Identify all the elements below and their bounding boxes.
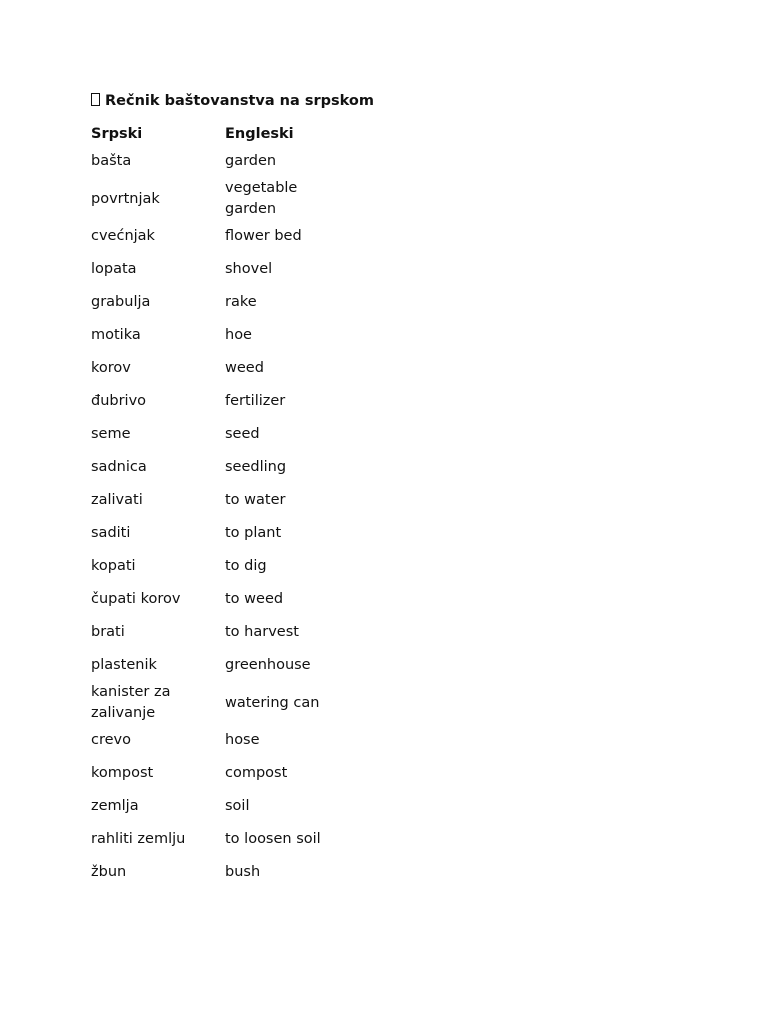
english-term: hoe — [225, 327, 252, 343]
english-term: greenhouse — [225, 657, 311, 673]
table-header-row — [91, 123, 335, 145]
table-row — [91, 583, 335, 616]
missing-glyph-icon — [91, 93, 100, 106]
table-row — [91, 517, 335, 550]
table-row — [91, 823, 335, 856]
table-row — [91, 550, 335, 583]
serbian-term: plastenik — [91, 657, 157, 673]
serbian-term: zalivati — [91, 492, 143, 508]
table-row — [91, 724, 335, 757]
english-term: to water — [225, 492, 286, 508]
serbian-term: kopati — [91, 558, 136, 574]
serbian-term: kanister za zalivanje — [91, 684, 171, 721]
serbian-term: lopata — [91, 261, 137, 277]
table-row — [91, 253, 335, 286]
header-serbian: Srpski — [91, 125, 143, 142]
serbian-term: đubrivo — [91, 393, 147, 409]
english-term: compost — [225, 765, 288, 781]
table-row — [91, 178, 335, 220]
english-term: rake — [225, 294, 257, 310]
english-term: flower bed — [225, 228, 302, 244]
document-page — [91, 90, 374, 889]
vocabulary-table — [91, 123, 335, 889]
table-row — [91, 352, 335, 385]
english-term: seedling — [225, 459, 287, 475]
table-row — [91, 385, 335, 418]
table-row — [91, 790, 335, 823]
english-term: bush — [225, 864, 261, 880]
serbian-term: korov — [91, 360, 131, 376]
english-term: shovel — [225, 261, 273, 277]
serbian-term: cvećnjak — [91, 228, 155, 244]
english-term: to harvest — [225, 624, 299, 640]
serbian-term: crevo — [91, 732, 131, 748]
table-row — [91, 145, 335, 178]
table-row — [91, 319, 335, 352]
table-row — [91, 682, 335, 724]
table-row — [91, 616, 335, 649]
english-term: vegetable garden — [225, 180, 298, 217]
serbian-term: brati — [91, 624, 125, 640]
english-term: weed — [225, 360, 264, 376]
english-term: seed — [225, 426, 260, 442]
serbian-term: čupati korov — [91, 591, 181, 607]
english-term: to weed — [225, 591, 284, 607]
english-term: to plant — [225, 525, 282, 541]
english-term: to dig — [225, 558, 267, 574]
table-row — [91, 286, 335, 319]
english-term: hose — [225, 732, 260, 748]
serbian-term: povrtnjak — [91, 190, 160, 207]
serbian-term: kompost — [91, 765, 154, 781]
table-row — [91, 451, 335, 484]
english-term: soil — [225, 798, 250, 814]
page-title — [91, 90, 374, 112]
page-title-text: Rečnik baštovanstva na srpskom — [105, 93, 374, 109]
serbian-term: sadnica — [91, 459, 147, 475]
serbian-term: grabulja — [91, 294, 151, 310]
english-term: watering can — [225, 694, 320, 711]
header-english: Engleski — [225, 125, 294, 142]
table-row — [91, 220, 335, 253]
table-row — [91, 757, 335, 790]
vocabulary-rows — [91, 145, 335, 889]
serbian-term: žbun — [91, 864, 127, 880]
serbian-term: motika — [91, 327, 141, 343]
serbian-term: saditi — [91, 525, 131, 541]
english-term: garden — [225, 153, 277, 169]
english-term: to loosen soil — [225, 831, 321, 847]
table-row — [91, 649, 335, 682]
serbian-term: rahliti zemlju — [91, 831, 186, 847]
table-row — [91, 418, 335, 451]
serbian-term: seme — [91, 426, 131, 442]
table-row — [91, 856, 335, 889]
table-row — [91, 484, 335, 517]
serbian-term: bašta — [91, 153, 132, 169]
serbian-term: zemlja — [91, 798, 139, 814]
english-term: fertilizer — [225, 393, 286, 409]
